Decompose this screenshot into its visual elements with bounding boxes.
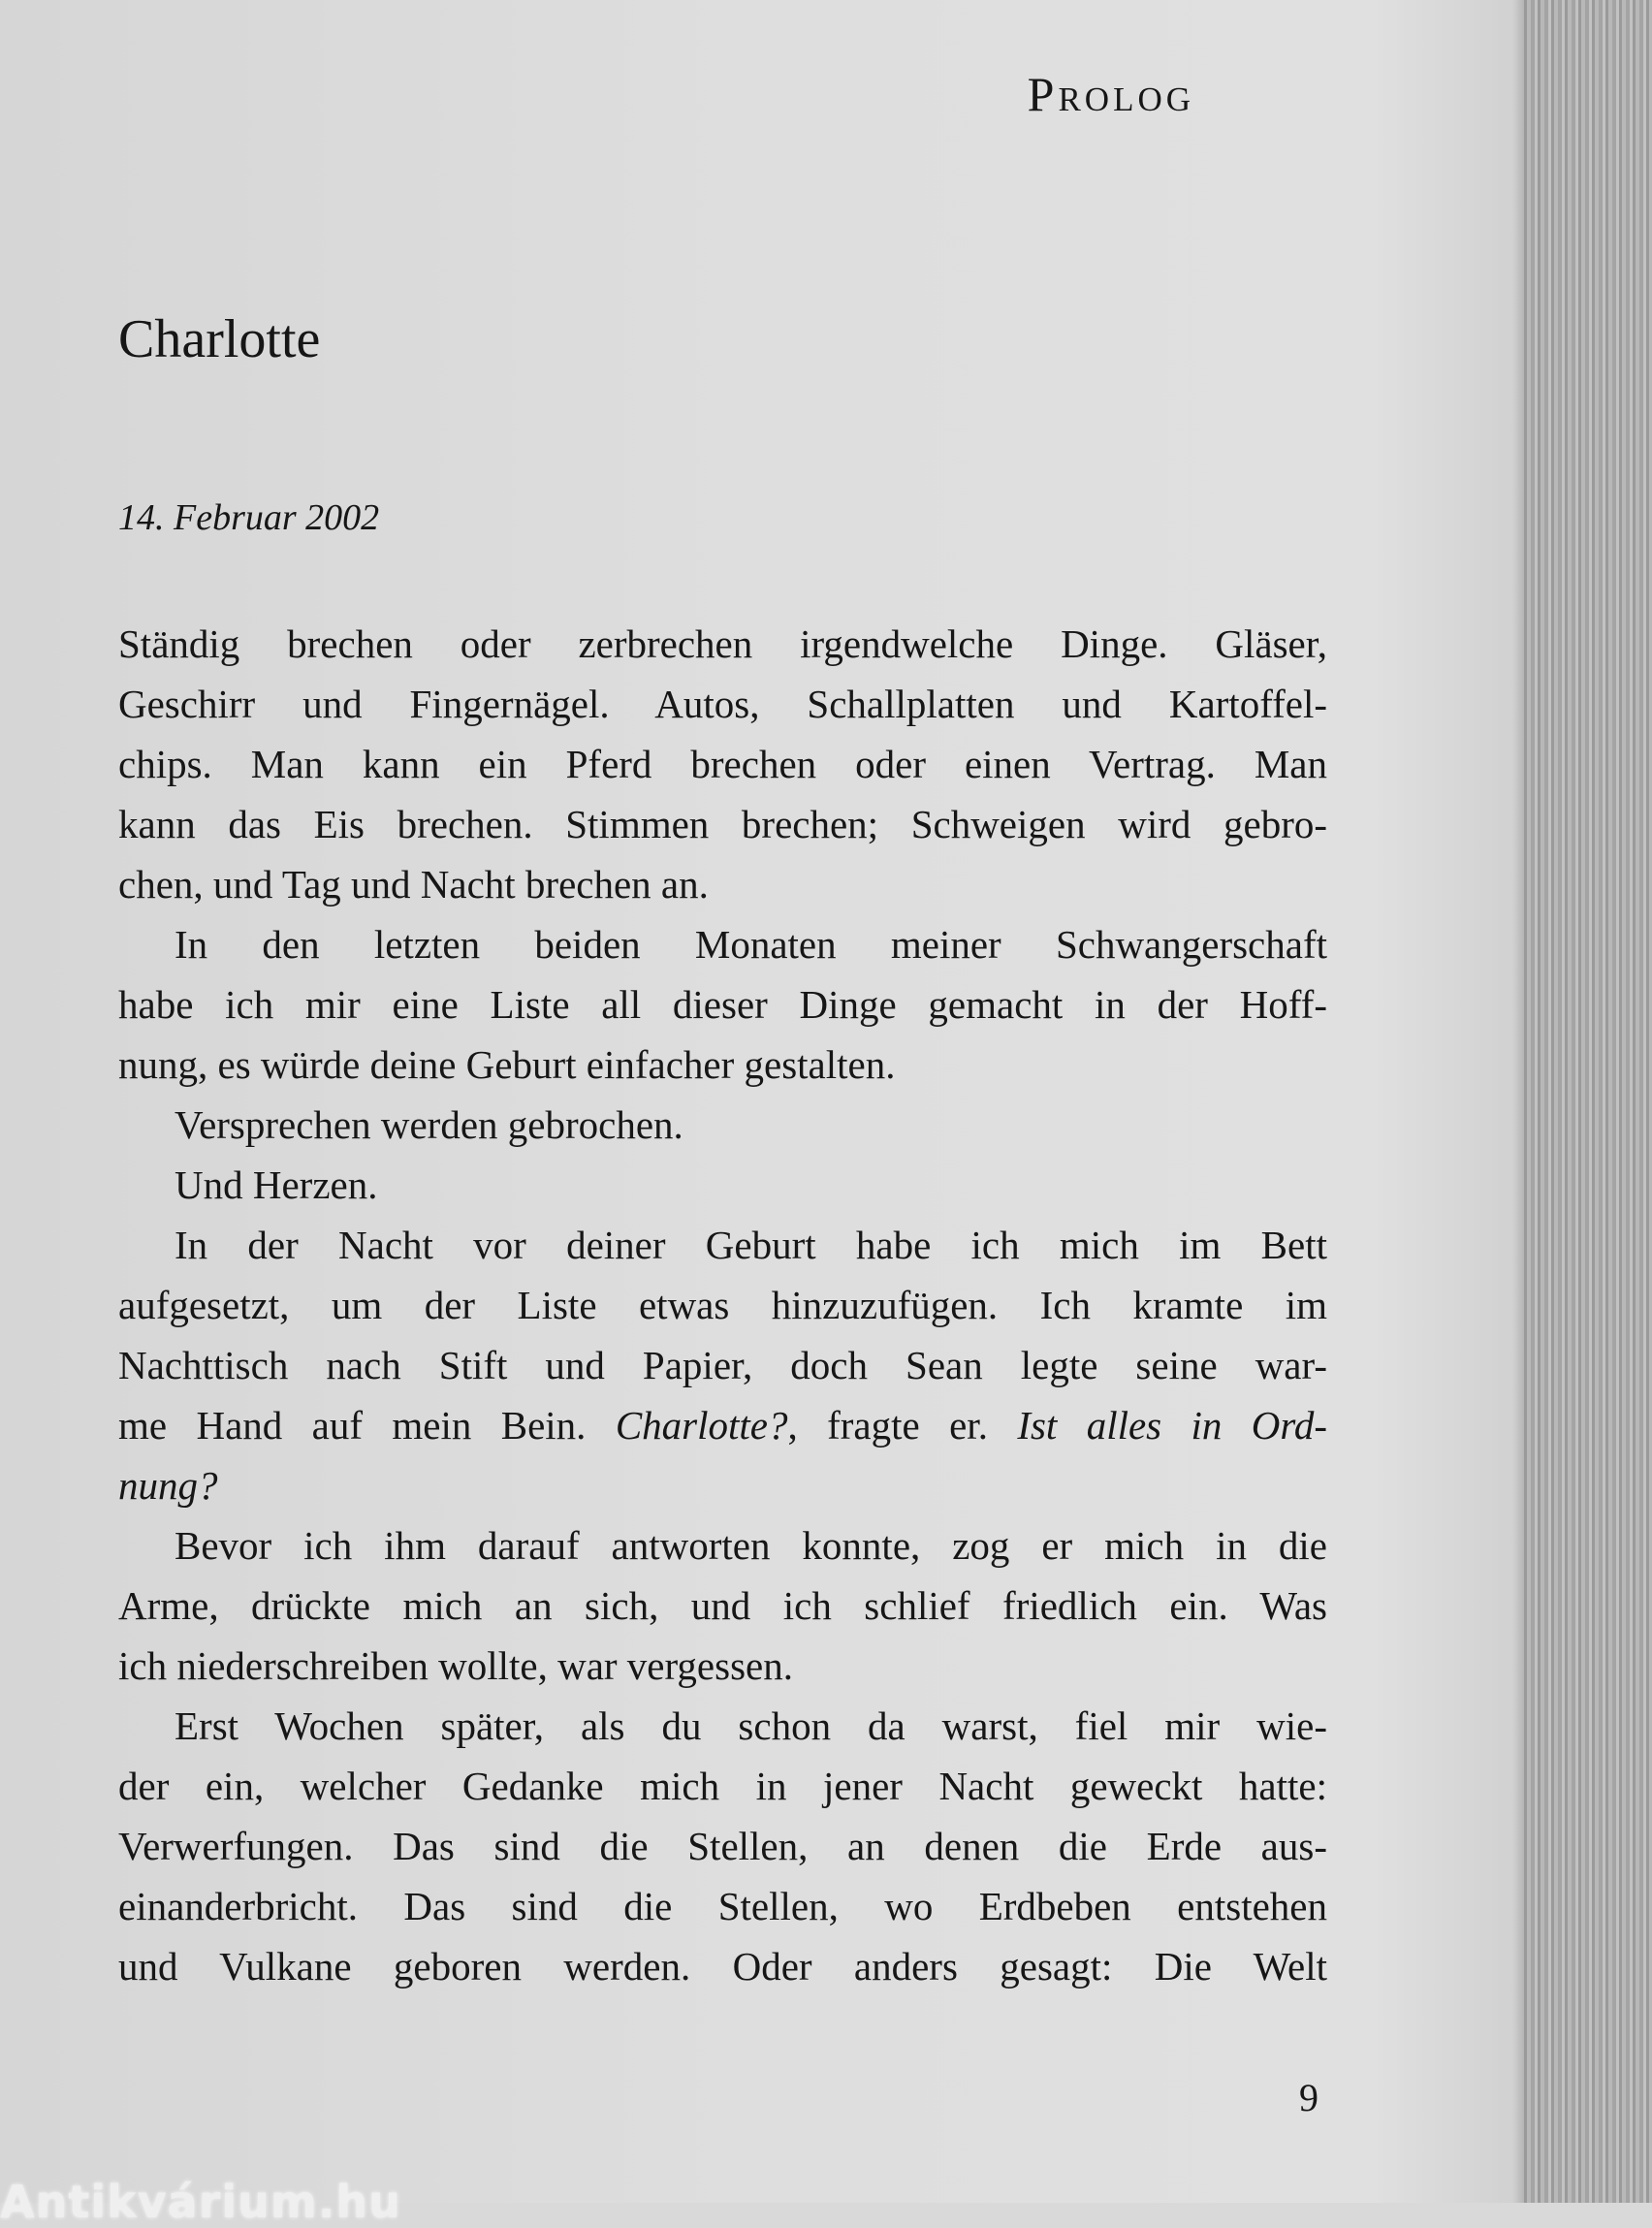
italic-text: Ist alles in Ord-: [1017, 1403, 1327, 1448]
text-segment: Und Herzen.: [175, 1162, 378, 1207]
text-line: [118, 1275, 1327, 1335]
text-segment: ich niederschreiben wollte, war vergessen.: [118, 1643, 793, 1688]
watermark: Antikvárium.hu: [0, 2176, 401, 2228]
text-line: [118, 974, 1327, 1034]
text-segment: In der Nacht vor deiner Geburt habe ich mich im Bett: [175, 1223, 1327, 1267]
text-line: [118, 1876, 1327, 1936]
text-segment: In den letzten beiden Monaten meiner Schwangerschaft: [175, 922, 1327, 967]
text-segment: aufgesetzt, um der Liste etwas hinzuzufügen. Ich kramte im: [118, 1283, 1327, 1327]
text-line: [118, 1936, 1327, 1996]
chapter-date: 14. Februar 2002: [118, 497, 380, 538]
text-line: [118, 1034, 1327, 1095]
text-segment: Arme, drückte mich an sich, und ich schlief friedlich ein. Was: [118, 1583, 1327, 1628]
text-segment: Verwerfungen. Das sind die Stellen, an denen die Erde aus-: [118, 1824, 1327, 1868]
text-line: [118, 1395, 1327, 1455]
text-line: [118, 734, 1327, 794]
text-line: [118, 1515, 1327, 1576]
text-line: [118, 1636, 1327, 1696]
text-segment: Nachttisch nach Stift und Papier, doch Sean legte seine war-: [118, 1343, 1327, 1387]
body-text: [118, 614, 1327, 1996]
page-number: 9: [1299, 2076, 1318, 2119]
text-segment: nung, es würde deine Geburt einfacher gestalten.: [118, 1042, 896, 1087]
italic-text: Charlotte?: [615, 1403, 788, 1448]
text-line: [118, 1095, 1327, 1155]
text-line: [118, 854, 1327, 914]
text-segment: Geschirr und Fingernägel. Autos, Schallplatten und Kartoffel-: [118, 682, 1327, 726]
text-line: [118, 1335, 1327, 1395]
text-segment: chips. Man kann ein Pferd brechen oder einen Vertrag. Man: [118, 742, 1327, 786]
text-segment: habe ich mir eine Liste all dieser Dinge gemacht in der Hoff-: [118, 982, 1327, 1027]
text-segment: Bevor ich ihm darauf antworten konnte, zog er mich in die: [175, 1523, 1327, 1568]
text-line: [118, 794, 1327, 854]
text-segment: chen, und Tag und Nacht brechen an.: [118, 862, 709, 907]
text-segment: , fragte er.: [787, 1403, 1018, 1448]
running-head: Prolog: [1027, 67, 1194, 121]
text-line: [118, 914, 1327, 974]
text-line: [118, 1816, 1327, 1876]
text-segment: kann das Eis brechen. Stimmen brechen; Schweigen wird gebro-: [118, 802, 1327, 846]
text-line: [118, 674, 1327, 734]
text-segment: Versprechen werden gebrochen.: [175, 1102, 683, 1147]
text-line: [118, 1215, 1327, 1275]
text-line: [118, 1455, 1327, 1515]
text-line: [118, 1155, 1327, 1215]
text-line: [118, 1696, 1327, 1756]
text-segment: me Hand auf mein Bein.: [118, 1403, 616, 1448]
italic-text: nung?: [118, 1463, 218, 1508]
book-page-edges: [1524, 0, 1652, 2203]
text-line: [118, 614, 1327, 674]
text-segment: Erst Wochen später, als du schon da warst, fiel mir wie-: [175, 1703, 1327, 1748]
text-segment: einanderbricht. Das sind die Stellen, wo Erdbeben entstehen: [118, 1884, 1327, 1928]
text-segment: der ein, welcher Gedanke mich in jener Nacht geweckt hatte:: [118, 1764, 1327, 1808]
text-line: [118, 1576, 1327, 1636]
chapter-title: Charlotte: [118, 309, 321, 369]
text-line: [118, 1756, 1327, 1816]
text-segment: Ständig brechen oder zerbrechen irgendwelche Dinge. Gläser,: [118, 621, 1327, 666]
text-segment: und Vulkane geboren werden. Oder anders gesagt: Die Welt: [118, 1944, 1327, 1989]
